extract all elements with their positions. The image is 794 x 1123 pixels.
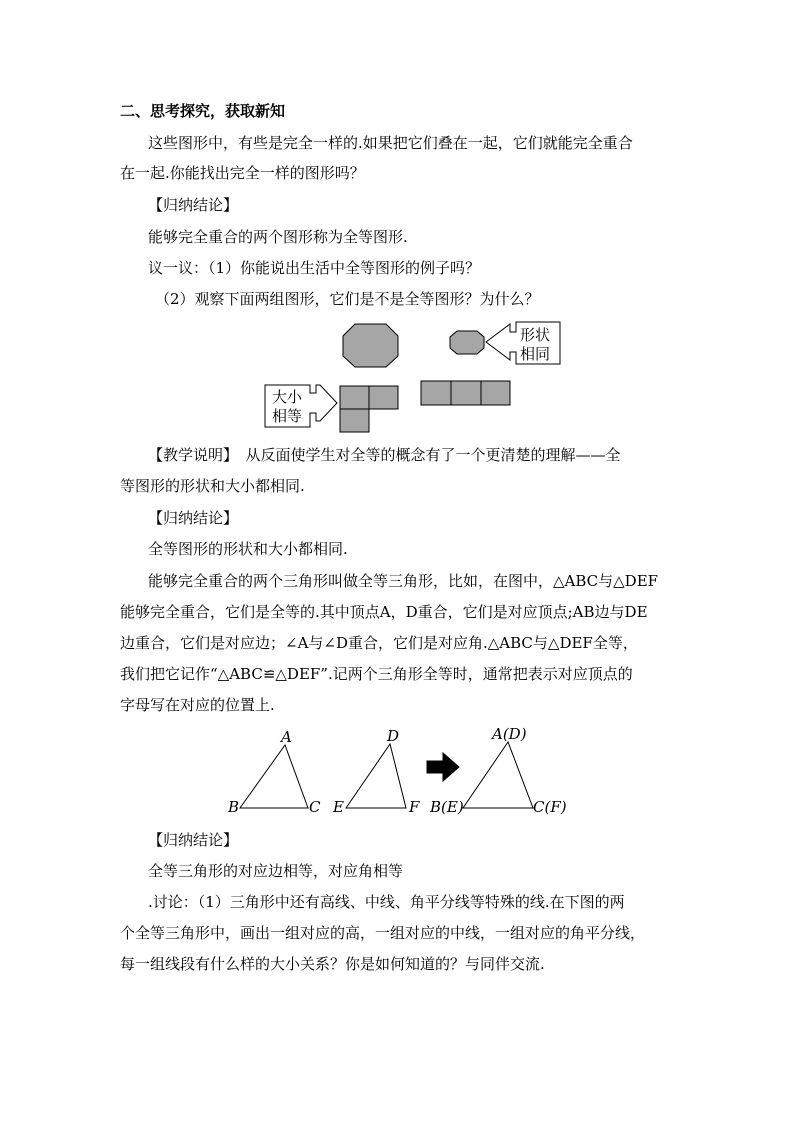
triangle-abc — [240, 745, 308, 808]
vertex-label: C — [309, 798, 321, 816]
paragraph-line: 在一起.你能找出完全一样的图形吗？ — [120, 164, 365, 182]
vertex-label: A — [281, 728, 292, 746]
square — [421, 381, 451, 405]
paragraph-line: 个全等三角形中，画出一组对应的高，一组对应的中线，一组对应的角平分线， — [120, 924, 646, 942]
square — [340, 409, 369, 432]
conclusion-text: 全等图形的形状和大小都相同. — [148, 540, 348, 558]
vertex-label: F — [409, 798, 420, 816]
shapes-figure — [0, 0, 794, 440]
conclusion-text: 全等三角形的对应边相等，对应角相等 — [148, 862, 404, 880]
paragraph-line: 能够完全重合的两个三角形叫做全等三角形，比如，在图中，△ABC与△DEF — [148, 572, 659, 590]
teaching-note: 【教学说明】 从反面使学生对全等的概念有了一个更清楚的理解——全 — [148, 446, 621, 464]
conclusion-label: 【归纳结论】 — [148, 831, 239, 849]
paragraph-line: 这些图形中，有些是完全一样的.如果把它们叠在一起，它们就能完全重合 — [148, 134, 633, 152]
small-octagon — [450, 331, 484, 354]
vertex-label: E — [333, 798, 344, 816]
conclusion-text: 能够完全重合的两个图形称为全等图形. — [148, 228, 408, 246]
paragraph-line: 我们把它记作“△ABC≌△DEF”.记两个三角形全等时，通常把表示对应顶点的 — [120, 665, 633, 683]
discussion-question-2: （2）观察下面两组图形，它们是不是全等图形？为什么？ — [155, 290, 540, 308]
size-callout-label-1: 大小 — [272, 388, 303, 406]
conclusion-label: 【归纳结论】 — [148, 509, 239, 527]
paragraph-line: 每一组线段有什么样的大小关系？你是如何知道的？与同伴交流. — [120, 955, 545, 973]
teaching-note: 等图形的形状和大小都相同. — [120, 477, 305, 495]
vertex-label: B — [228, 798, 240, 816]
discussion-question-1: 议一议：（1）你能说出生活中全等图形的例子吗？ — [148, 259, 481, 277]
vertex-label: C(F) — [533, 798, 567, 816]
paragraph-line: .讨论：（1）三角形中还有高线、中线、角平分线等特殊的线.在下图的两 — [148, 893, 625, 911]
triangle-def — [346, 744, 406, 808]
vertex-label: D — [387, 727, 400, 745]
shape-callout-label-1: 形状 — [520, 326, 551, 344]
paragraph-line: 能够完全重合，它们是全等的.其中顶点A，D重合，它们是对应顶点;AB边与DE — [120, 603, 648, 621]
right-arrow-icon — [427, 753, 459, 781]
size-callout-label-2: 相等 — [272, 407, 303, 425]
paragraph-line: 边重合，它们是对应边；∠A与∠D重合，它们是对应角.△ABC与△DEF全等， — [120, 634, 638, 652]
square — [340, 386, 369, 409]
conclusion-label: 【归纳结论】 — [148, 196, 239, 214]
triangles-figure — [0, 720, 794, 820]
square — [369, 386, 398, 409]
paragraph-line: 字母写在对应的位置上. — [120, 696, 275, 714]
vertex-label: B(E) — [430, 798, 464, 816]
shape-callout-label-2: 相同 — [520, 345, 551, 363]
square — [451, 381, 481, 405]
vertex-label: A(D) — [492, 725, 527, 743]
square — [481, 381, 510, 405]
section-title: 二、思考探究，获取新知 — [120, 102, 286, 120]
triangle-overlap — [463, 742, 533, 808]
large-octagon — [343, 324, 398, 367]
